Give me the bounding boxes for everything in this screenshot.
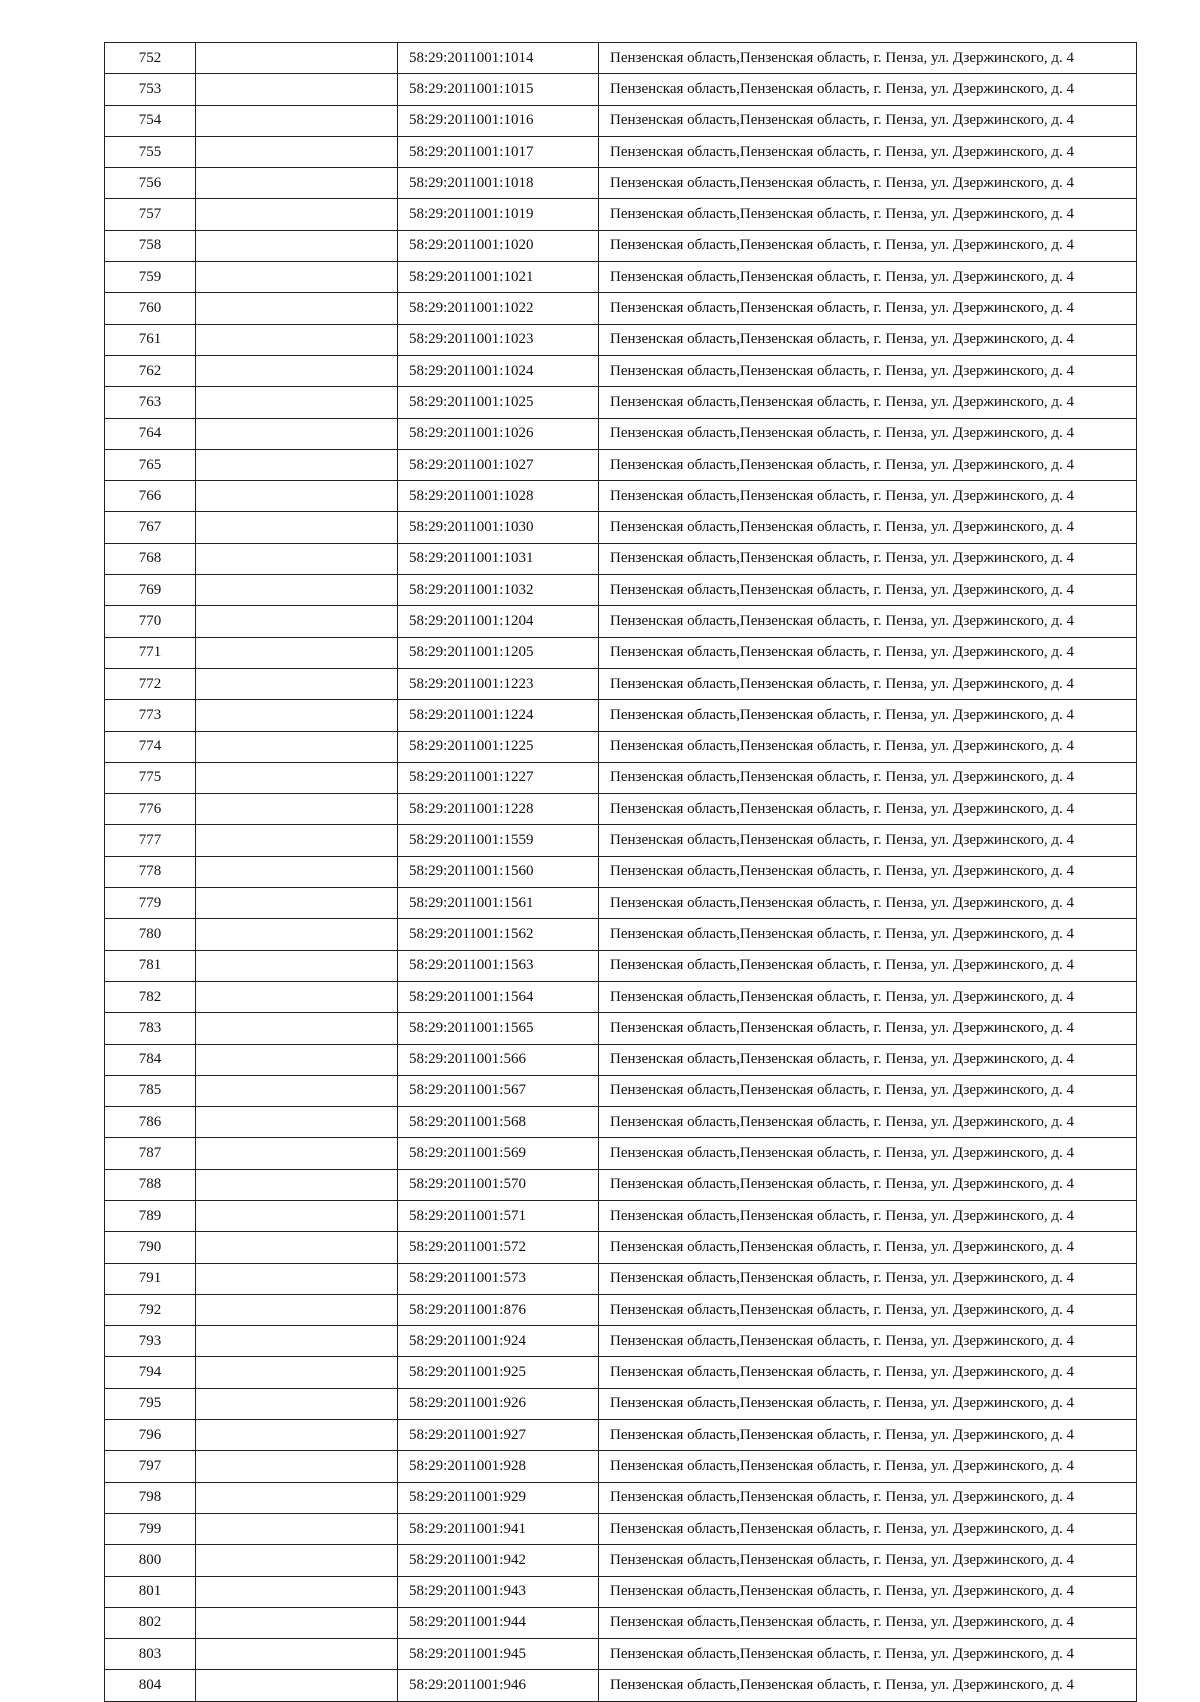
table-row [105, 1169, 1137, 1200]
cadastral-number: 58:29:2011001:1027 [398, 449, 599, 480]
cadastral-number: 58:29:2011001:1565 [398, 1013, 599, 1044]
address-cell: Пензенская область,Пензенская область, г. Пенза, ул. Дзержинского, д. 4 [599, 1294, 1137, 1325]
cadastral-number: 58:29:2011001:1023 [398, 324, 599, 355]
row-number: 798 [105, 1482, 196, 1513]
table-row [105, 1545, 1137, 1576]
row-number: 769 [105, 575, 196, 606]
cadastral-number: 58:29:2011001:567 [398, 1075, 599, 1106]
row-number: 756 [105, 168, 196, 199]
empty-cell [196, 1576, 398, 1607]
table-row [105, 387, 1137, 418]
row-number: 758 [105, 230, 196, 261]
empty-cell [196, 575, 398, 606]
empty-cell [196, 668, 398, 699]
address-cell: Пензенская область,Пензенская область, г. Пенза, ул. Дзержинского, д. 4 [599, 1670, 1137, 1701]
empty-cell [196, 449, 398, 480]
cadastral-number: 58:29:2011001:1021 [398, 262, 599, 293]
empty-cell [196, 324, 398, 355]
cadastral-number: 58:29:2011001:1016 [398, 105, 599, 136]
cadastral-number: 58:29:2011001:1025 [398, 387, 599, 418]
address-cell: Пензенская область,Пензенская область, г. Пенза, ул. Дзержинского, д. 4 [599, 355, 1137, 386]
row-number: 791 [105, 1263, 196, 1294]
row-number: 802 [105, 1607, 196, 1638]
table-row [105, 512, 1137, 543]
empty-cell [196, 1013, 398, 1044]
cadastral-number: 58:29:2011001:570 [398, 1169, 599, 1200]
row-number: 786 [105, 1107, 196, 1138]
cadastral-table [104, 42, 1137, 1702]
empty-cell [196, 1388, 398, 1419]
address-cell: Пензенская область,Пензенская область, г. Пенза, ул. Дзержинского, д. 4 [599, 1169, 1137, 1200]
cadastral-number: 58:29:2011001:924 [398, 1326, 599, 1357]
address-cell: Пензенская область,Пензенская область, г. Пенза, ул. Дзержинского, д. 4 [599, 293, 1137, 324]
address-cell: Пензенская область,Пензенская область, г. Пенза, ул. Дзержинского, д. 4 [599, 136, 1137, 167]
cadastral-number: 58:29:2011001:1559 [398, 825, 599, 856]
cadastral-number: 58:29:2011001:1018 [398, 168, 599, 199]
cadastral-number: 58:29:2011001:1017 [398, 136, 599, 167]
table-row [105, 825, 1137, 856]
row-number: 762 [105, 355, 196, 386]
cadastral-number: 58:29:2011001:1223 [398, 668, 599, 699]
address-cell: Пензенская область,Пензенская область, г. Пенза, ул. Дзержинского, д. 4 [599, 43, 1137, 74]
address-cell: Пензенская область,Пензенская область, г. Пенза, ул. Дзержинского, д. 4 [599, 1639, 1137, 1670]
row-number: 800 [105, 1545, 196, 1576]
address-cell: Пензенская область,Пензенская область, г. Пенза, ул. Дзержинского, д. 4 [599, 981, 1137, 1012]
empty-cell [196, 1639, 398, 1670]
address-cell: Пензенская область,Пензенская область, г. Пенза, ул. Дзержинского, д. 4 [599, 1013, 1137, 1044]
empty-cell [196, 387, 398, 418]
table-row [105, 481, 1137, 512]
empty-cell [196, 1075, 398, 1106]
empty-cell [196, 199, 398, 230]
address-cell: Пензенская область,Пензенская область, г. Пенза, ул. Дзержинского, д. 4 [599, 1357, 1137, 1388]
table-row [105, 606, 1137, 637]
empty-cell [196, 262, 398, 293]
address-cell: Пензенская область,Пензенская область, г. Пенза, ул. Дзержинского, д. 4 [599, 1545, 1137, 1576]
empty-cell [196, 230, 398, 261]
row-number: 789 [105, 1200, 196, 1231]
cadastral-number: 58:29:2011001:1030 [398, 512, 599, 543]
table-row [105, 1294, 1137, 1325]
address-cell: Пензенская область,Пензенская область, г. Пенза, ул. Дзержинского, д. 4 [599, 668, 1137, 699]
cadastral-number: 58:29:2011001:1014 [398, 43, 599, 74]
empty-cell [196, 1294, 398, 1325]
empty-cell [196, 418, 398, 449]
cadastral-number: 58:29:2011001:569 [398, 1138, 599, 1169]
address-cell: Пензенская область,Пензенская область, г. Пенза, ул. Дзержинского, д. 4 [599, 481, 1137, 512]
cadastral-number: 58:29:2011001:573 [398, 1263, 599, 1294]
address-cell: Пензенская область,Пензенская область, г. Пенза, ул. Дзержинского, д. 4 [599, 1263, 1137, 1294]
empty-cell [196, 105, 398, 136]
cadastral-number: 58:29:2011001:1015 [398, 74, 599, 105]
table-row [105, 324, 1137, 355]
empty-cell [196, 293, 398, 324]
row-number: 795 [105, 1388, 196, 1419]
table-row [105, 1388, 1137, 1419]
empty-cell [196, 1232, 398, 1263]
cadastral-number: 58:29:2011001:1564 [398, 981, 599, 1012]
empty-cell [196, 543, 398, 574]
address-cell: Пензенская область,Пензенская область, г. Пенза, ул. Дзержинского, д. 4 [599, 1044, 1137, 1075]
address-cell: Пензенская область,Пензенская область, г. Пенза, ул. Дзержинского, д. 4 [599, 1138, 1137, 1169]
cadastral-number: 58:29:2011001:1028 [398, 481, 599, 512]
row-number: 764 [105, 418, 196, 449]
row-number: 787 [105, 1138, 196, 1169]
row-number: 755 [105, 136, 196, 167]
cadastral-number: 58:29:2011001:566 [398, 1044, 599, 1075]
row-number: 754 [105, 105, 196, 136]
row-number: 803 [105, 1639, 196, 1670]
empty-cell [196, 136, 398, 167]
address-cell: Пензенская область,Пензенская область, г. Пенза, ул. Дзержинского, д. 4 [599, 1075, 1137, 1106]
row-number: 763 [105, 387, 196, 418]
table-row [105, 1482, 1137, 1513]
empty-cell [196, 794, 398, 825]
row-number: 765 [105, 449, 196, 480]
row-number: 804 [105, 1670, 196, 1701]
empty-cell [196, 700, 398, 731]
address-cell: Пензенская область,Пензенская область, г. Пенза, ул. Дзержинского, д. 4 [599, 825, 1137, 856]
empty-cell [196, 606, 398, 637]
cadastral-number: 58:29:2011001:1561 [398, 888, 599, 919]
empty-cell [196, 856, 398, 887]
empty-cell [196, 1326, 398, 1357]
cadastral-number: 58:29:2011001:1205 [398, 637, 599, 668]
empty-cell [196, 481, 398, 512]
address-cell: Пензенская область,Пензенская область, г. Пенза, ул. Дзержинского, д. 4 [599, 950, 1137, 981]
address-cell: Пензенская область,Пензенская область, г. Пенза, ул. Дзержинского, д. 4 [599, 449, 1137, 480]
row-number: 767 [105, 512, 196, 543]
cadastral-number: 58:29:2011001:1563 [398, 950, 599, 981]
address-cell: Пензенская область,Пензенская область, г. Пенза, ул. Дзержинского, д. 4 [599, 230, 1137, 261]
row-number: 797 [105, 1451, 196, 1482]
table-row [105, 731, 1137, 762]
table-row [105, 888, 1137, 919]
cadastral-number: 58:29:2011001:1204 [398, 606, 599, 637]
table-row [105, 43, 1137, 74]
empty-cell [196, 355, 398, 386]
row-number: 784 [105, 1044, 196, 1075]
row-number: 779 [105, 888, 196, 919]
empty-cell [196, 1200, 398, 1231]
table-row [105, 1607, 1137, 1638]
empty-cell [196, 1607, 398, 1638]
address-cell: Пензенская область,Пензенская область, г. Пенза, ул. Дзержинского, д. 4 [599, 856, 1137, 887]
address-cell: Пензенская область,Пензенская область, г. Пенза, ул. Дзержинского, д. 4 [599, 1576, 1137, 1607]
table-row [105, 856, 1137, 887]
table-row [105, 1013, 1137, 1044]
table-row [105, 1138, 1137, 1169]
cadastral-number: 58:29:2011001:1562 [398, 919, 599, 950]
table-body [105, 43, 1137, 1702]
empty-cell [196, 512, 398, 543]
table-row [105, 575, 1137, 606]
address-cell: Пензенская область,Пензенская область, г. Пенза, ул. Дзержинского, д. 4 [599, 888, 1137, 919]
address-cell: Пензенская область,Пензенская область, г. Пенза, ул. Дзержинского, д. 4 [599, 762, 1137, 793]
row-number: 776 [105, 794, 196, 825]
cadastral-number: 58:29:2011001:1032 [398, 575, 599, 606]
row-number: 774 [105, 731, 196, 762]
row-number: 793 [105, 1326, 196, 1357]
cadastral-number: 58:29:2011001:1031 [398, 543, 599, 574]
row-number: 801 [105, 1576, 196, 1607]
table-row [105, 1075, 1137, 1106]
row-number: 760 [105, 293, 196, 324]
table-row [105, 668, 1137, 699]
row-number: 790 [105, 1232, 196, 1263]
table-row [105, 418, 1137, 449]
cadastral-number: 58:29:2011001:1024 [398, 355, 599, 386]
table-row [105, 637, 1137, 668]
row-number: 775 [105, 762, 196, 793]
address-cell: Пензенская область,Пензенская область, г. Пенза, ул. Дзержинского, д. 4 [599, 512, 1137, 543]
cadastral-number: 58:29:2011001:1026 [398, 418, 599, 449]
row-number: 777 [105, 825, 196, 856]
cadastral-number: 58:29:2011001:1224 [398, 700, 599, 731]
cadastral-number: 58:29:2011001:876 [398, 1294, 599, 1325]
row-number: 778 [105, 856, 196, 887]
row-number: 753 [105, 74, 196, 105]
table-row [105, 74, 1137, 105]
table-row [105, 1670, 1137, 1701]
address-cell: Пензенская область,Пензенская область, г. Пенза, ул. Дзержинского, д. 4 [599, 700, 1137, 731]
address-cell: Пензенская область,Пензенская область, г. Пенза, ул. Дзержинского, д. 4 [599, 105, 1137, 136]
cadastral-number: 58:29:2011001:928 [398, 1451, 599, 1482]
empty-cell [196, 1513, 398, 1544]
empty-cell [196, 1169, 398, 1200]
table-row [105, 981, 1137, 1012]
table-row [105, 355, 1137, 386]
empty-cell [196, 762, 398, 793]
row-number: 796 [105, 1420, 196, 1451]
cadastral-number: 58:29:2011001:1022 [398, 293, 599, 324]
address-cell: Пензенская область,Пензенская область, г. Пенза, ул. Дзержинского, д. 4 [599, 1451, 1137, 1482]
table-row [105, 136, 1137, 167]
empty-cell [196, 168, 398, 199]
cadastral-number: 58:29:2011001:1020 [398, 230, 599, 261]
empty-cell [196, 1263, 398, 1294]
empty-cell [196, 43, 398, 74]
table-row [105, 1200, 1137, 1231]
cadastral-number: 58:29:2011001:1227 [398, 762, 599, 793]
row-number: 771 [105, 637, 196, 668]
empty-cell [196, 1451, 398, 1482]
cadastral-number: 58:29:2011001:1019 [398, 199, 599, 230]
table-row [105, 919, 1137, 950]
row-number: 759 [105, 262, 196, 293]
row-number: 752 [105, 43, 196, 74]
row-number: 772 [105, 668, 196, 699]
empty-cell [196, 1138, 398, 1169]
cadastral-number: 58:29:2011001:942 [398, 1545, 599, 1576]
empty-cell [196, 1670, 398, 1701]
row-number: 783 [105, 1013, 196, 1044]
row-number: 766 [105, 481, 196, 512]
table-row [105, 1451, 1137, 1482]
empty-cell [196, 1545, 398, 1576]
row-number: 761 [105, 324, 196, 355]
row-number: 782 [105, 981, 196, 1012]
empty-cell [196, 1044, 398, 1075]
address-cell: Пензенская область,Пензенская область, г. Пенза, ул. Дзержинского, д. 4 [599, 262, 1137, 293]
table-row [105, 168, 1137, 199]
table-row [105, 950, 1137, 981]
address-cell: Пензенская область,Пензенская область, г. Пенза, ул. Дзержинского, д. 4 [599, 168, 1137, 199]
address-cell: Пензенская область,Пензенская область, г. Пенза, ул. Дзержинского, д. 4 [599, 324, 1137, 355]
table-row [105, 543, 1137, 574]
empty-cell [196, 731, 398, 762]
address-cell: Пензенская область,Пензенская область, г. Пенза, ул. Дзержинского, д. 4 [599, 74, 1137, 105]
address-cell: Пензенская область,Пензенская область, г. Пенза, ул. Дзержинского, д. 4 [599, 1388, 1137, 1419]
cadastral-number: 58:29:2011001:929 [398, 1482, 599, 1513]
table-row [105, 262, 1137, 293]
table-row [105, 1232, 1137, 1263]
row-number: 788 [105, 1169, 196, 1200]
address-cell: Пензенская область,Пензенская область, г. Пенза, ул. Дзержинского, д. 4 [599, 199, 1137, 230]
address-cell: Пензенская область,Пензенская область, г. Пенза, ул. Дзержинского, д. 4 [599, 919, 1137, 950]
table-row [105, 1107, 1137, 1138]
table-row [105, 762, 1137, 793]
empty-cell [196, 1482, 398, 1513]
empty-cell [196, 825, 398, 856]
empty-cell [196, 950, 398, 981]
empty-cell [196, 637, 398, 668]
table-row [105, 230, 1137, 261]
empty-cell [196, 981, 398, 1012]
table-row [105, 1044, 1137, 1075]
cadastral-number: 58:29:2011001:1228 [398, 794, 599, 825]
address-cell: Пензенская область,Пензенская область, г. Пенза, ул. Дзержинского, д. 4 [599, 418, 1137, 449]
cadastral-number: 58:29:2011001:568 [398, 1107, 599, 1138]
address-cell: Пензенская область,Пензенская область, г. Пенза, ул. Дзержинского, д. 4 [599, 1482, 1137, 1513]
address-cell: Пензенская область,Пензенская область, г. Пенза, ул. Дзержинского, д. 4 [599, 731, 1137, 762]
empty-cell [196, 1107, 398, 1138]
table-row [105, 449, 1137, 480]
cadastral-number: 58:29:2011001:946 [398, 1670, 599, 1701]
row-number: 785 [105, 1075, 196, 1106]
row-number: 768 [105, 543, 196, 574]
table-row [105, 1513, 1137, 1544]
empty-cell [196, 1420, 398, 1451]
row-number: 792 [105, 1294, 196, 1325]
table-row [105, 1639, 1137, 1670]
empty-cell [196, 74, 398, 105]
address-cell: Пензенская область,Пензенская область, г. Пенза, ул. Дзержинского, д. 4 [599, 1107, 1137, 1138]
cadastral-number: 58:29:2011001:1560 [398, 856, 599, 887]
address-cell: Пензенская область,Пензенская область, г. Пенза, ул. Дзержинского, д. 4 [599, 1326, 1137, 1357]
table-row [105, 1576, 1137, 1607]
cadastral-number: 58:29:2011001:943 [398, 1576, 599, 1607]
row-number: 799 [105, 1513, 196, 1544]
table-row [105, 293, 1137, 324]
address-cell: Пензенская область,Пензенская область, г. Пенза, ул. Дзержинского, д. 4 [599, 387, 1137, 418]
row-number: 780 [105, 919, 196, 950]
address-cell: Пензенская область,Пензенская область, г. Пенза, ул. Дзержинского, д. 4 [599, 1513, 1137, 1544]
address-cell: Пензенская область,Пензенская область, г. Пенза, ул. Дзержинского, д. 4 [599, 575, 1137, 606]
cadastral-number: 58:29:2011001:925 [398, 1357, 599, 1388]
address-cell: Пензенская область,Пензенская область, г. Пенза, ул. Дзержинского, д. 4 [599, 606, 1137, 637]
row-number: 770 [105, 606, 196, 637]
cadastral-number: 58:29:2011001:944 [398, 1607, 599, 1638]
empty-cell [196, 1357, 398, 1388]
address-cell: Пензенская область,Пензенская область, г. Пенза, ул. Дзержинского, д. 4 [599, 543, 1137, 574]
cadastral-number: 58:29:2011001:941 [398, 1513, 599, 1544]
table-row [105, 1420, 1137, 1451]
row-number: 757 [105, 199, 196, 230]
table-row [105, 199, 1137, 230]
table-row [105, 1263, 1137, 1294]
cadastral-number: 58:29:2011001:1225 [398, 731, 599, 762]
empty-cell [196, 919, 398, 950]
cadastral-number: 58:29:2011001:945 [398, 1639, 599, 1670]
cadastral-number: 58:29:2011001:927 [398, 1420, 599, 1451]
cadastral-number: 58:29:2011001:926 [398, 1388, 599, 1419]
address-cell: Пензенская область,Пензенская область, г. Пенза, ул. Дзержинского, д. 4 [599, 1607, 1137, 1638]
table-row [105, 1357, 1137, 1388]
address-cell: Пензенская область,Пензенская область, г. Пенза, ул. Дзержинского, д. 4 [599, 637, 1137, 668]
cadastral-number: 58:29:2011001:572 [398, 1232, 599, 1263]
table-row [105, 1326, 1137, 1357]
cadastral-number: 58:29:2011001:571 [398, 1200, 599, 1231]
empty-cell [196, 888, 398, 919]
address-cell: Пензенская область,Пензенская область, г. Пенза, ул. Дзержинского, д. 4 [599, 1420, 1137, 1451]
address-cell: Пензенская область,Пензенская область, г. Пенза, ул. Дзержинского, д. 4 [599, 1200, 1137, 1231]
table-row [105, 105, 1137, 136]
row-number: 781 [105, 950, 196, 981]
table-row [105, 794, 1137, 825]
row-number: 773 [105, 700, 196, 731]
row-number: 794 [105, 1357, 196, 1388]
address-cell: Пензенская область,Пензенская область, г. Пенза, ул. Дзержинского, д. 4 [599, 794, 1137, 825]
address-cell: Пензенская область,Пензенская область, г. Пенза, ул. Дзержинского, д. 4 [599, 1232, 1137, 1263]
table-row [105, 700, 1137, 731]
